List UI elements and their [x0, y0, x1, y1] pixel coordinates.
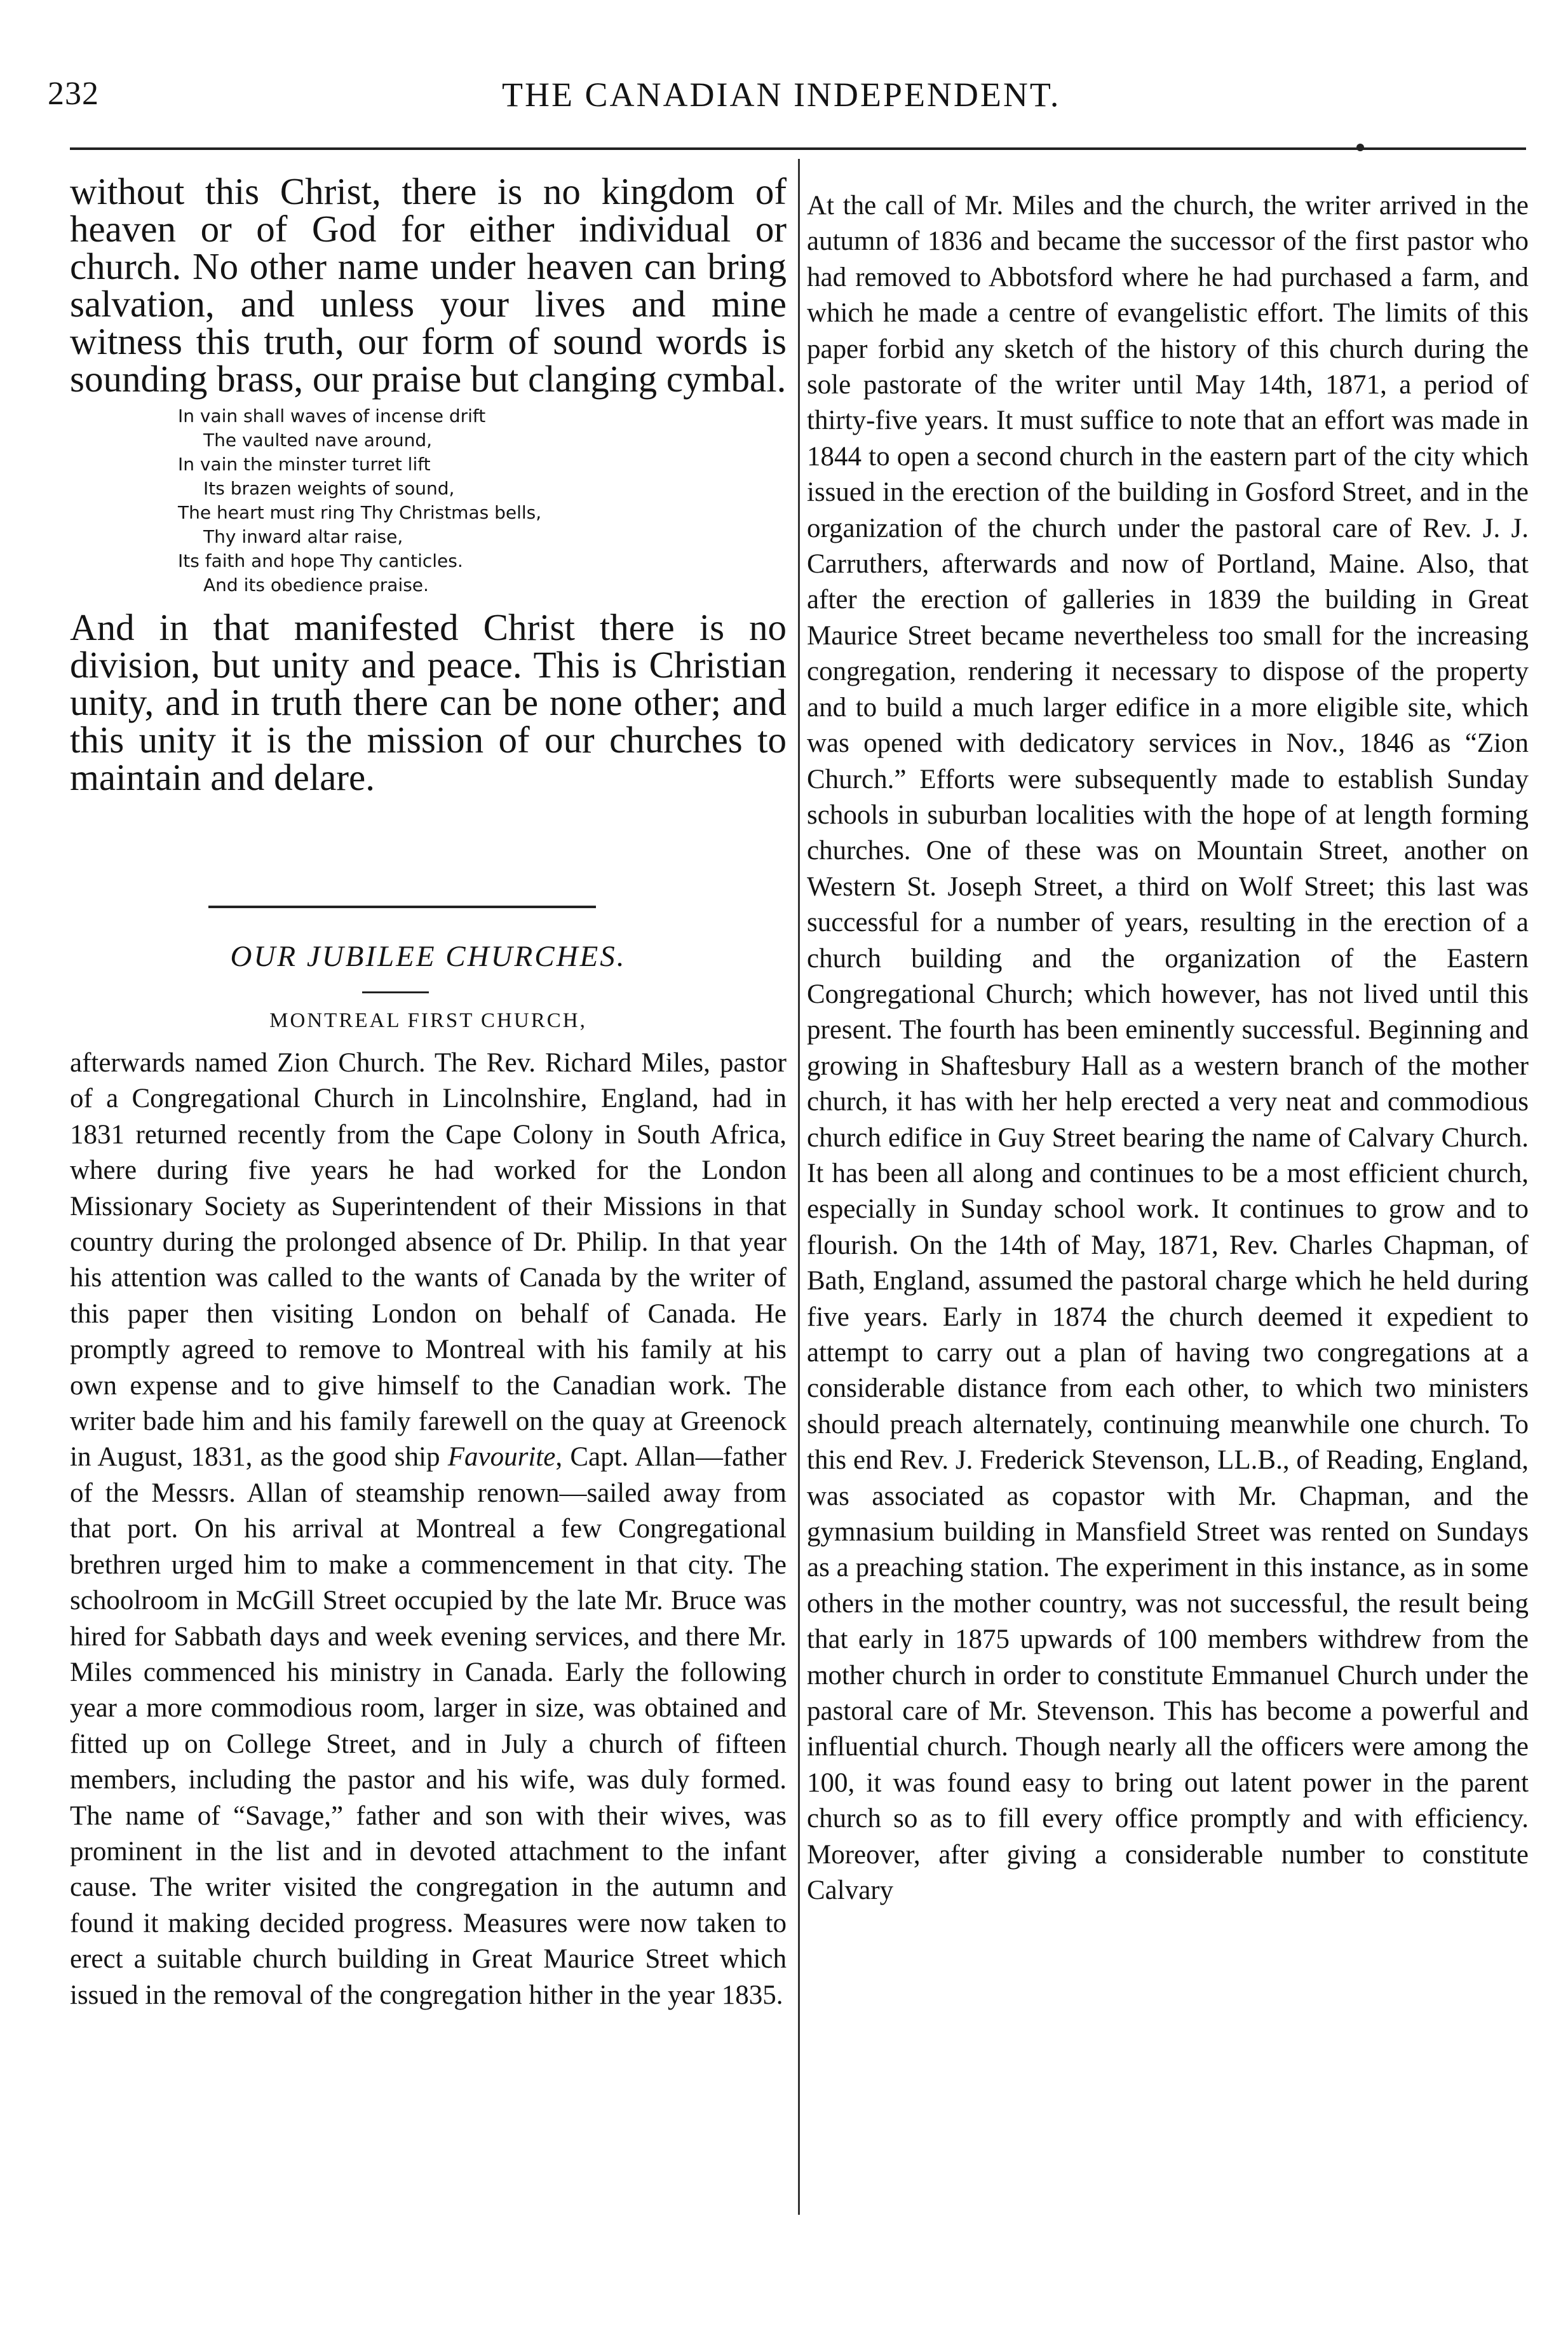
- column-divider: [798, 159, 800, 2215]
- opening-paragraph: without this Christ, there is no kingdom of heaven or of God for either individual or church. No other name under heaven can bring salvation, and unless your lives and mine witness this truth, our form of sound words is sounding brass, our praise but clanging cymbal.: [70, 170, 787, 400]
- journal-title: THE CANADIAN INDEPENDENT.: [502, 76, 1061, 114]
- section-rule: [208, 906, 596, 908]
- article-text: , Capt. Allan—father of the Messrs. Allan of steamship renown—sailed away from that port. On his arrival at Montreal a few Congregational brethren urged him to make a commencement in that city. The schoolroom in McGill Street occupied by the late Mr. Bruce was hired for Sabbath days and week evening services, and there Mr. Miles commenced his ministry in Canada. Early the following year a more commodious room, larger in size, was obtained and fitted up on College Street, and in July a church of fifteen members, including the pastor and his wife, was duly formed. The name of “Savage,” father and son with their wives, was prominent in the list and in devoted attachment to the infant cause. The writer visited the congregation in the autumn and found it making decided progress. Measures were now taken to erect a suitable church building in Great Maurice Street which issued in the removal of the congregation hither in the year 1835.: [70, 1442, 787, 2010]
- poem-line: In vain shall waves of incense drift: [178, 405, 486, 426]
- poem-line: And its obedience praise.: [203, 575, 429, 595]
- poem-line: In vain the minster turret lift: [178, 454, 431, 475]
- left-column: [70, 170, 787, 798]
- poem: [70, 404, 787, 597]
- right-column: [807, 188, 1529, 1909]
- page-number: 232: [48, 76, 99, 112]
- section-title: OUR JUBILEE CHURCHES.: [230, 940, 626, 973]
- poem-line: The heart must ring Thy Christmas bells,: [178, 502, 542, 523]
- article-body-right: At the call of Mr. Miles and the church, the writer arrived in the autumn of 1836 and became the successor of the first pastor who had removed to Abbotsford where he had purchased a farm, and which he made a centre of evangelistic effort. The limits of this paper forbid any sketch of the history of this church during the sole pastorate of the writer until May 14th, 1871, a period of thirty-five years. It must suffice to note that an effort was made in 1844 to open a second church in the eastern part of the city which issued in the erection of the building in Gosford Street, and in the organization of the church under the pastoral care of Rev. J. J. Carruthers, afterwards and now of Portland, Maine. Also, that after the erection of galleries in 1839 the building in Great Maurice Street became nevertheless too small for the increasing congregation, rendering it necessary to dispose of the property and to build a much larger edifice in a more eligible site, which was opened with dedicatory services in Nov., 1846 as “Zion Church.” Efforts were subsequently made to establish Sunday schools in suburban localities with the hope of at length forming churches. One of these was on Mountain Street, another on Western St. Joseph Street, a third on Wolf Street; this last was successful for a number of years, resulting in the erection of a church building and the organization of the Eastern Congregational Church; which however, has not lived until this present. The fourth has been eminently successful. Beginning and growing in Shaftesbury Hall as a western branch of the mother church, it has with her help erected a very neat and commodious church edifice in Guy Street bearing the name of Calvary Church. It has been all along and continues to be a most efficient church, especially in Sunday school work. It continues to grow and to flourish. On the 14th of May, 1871, Rev. Charles Chapman, of Bath, England, assumed the pastoral charge which he held during five years. Early in 1874 the church deemed it expedient to attempt to carry out a plan of having two congregations at a considerable distance from each other, to which two ministers should preach alternately, continuing meanwhile one church. To this end Rev. J. Frederick Stevenson, LL.B., of Reading, England, was associated as copastor with Mr. Chapman, and the gymnasium building in Mansfield Street was rented on Sundays as a preaching station. The experiment in this instance, as in some others in the mother country, was not successful, the result being that early in 1875 upwards of 100 members withdrew from the mother church in order to constitute Emmanuel Church under the pastoral care of Mr. Stevenson. This has become a powerful and influential church. Though nearly all the officers were among the 100, it was found easy to bring out latent power in the parent church so as to fill every office promptly and with efficiency. Moreover, after giving a considerable number to constitute Calvary: [807, 191, 1529, 1906]
- ship-name: Favourite: [447, 1442, 556, 1472]
- poem-line: Its brazen weights of sound,: [203, 478, 455, 499]
- poem-line: Its faith and hope Thy canticles.: [178, 550, 463, 571]
- article-paragraph: [70, 1045, 787, 2013]
- header-dot-mark: [1356, 144, 1364, 151]
- article-body-left: [70, 1045, 787, 2013]
- header-rule: [70, 147, 1526, 150]
- article-text: afterwards named Zion Church. The Rev. Richard Miles, pastor of a Congregational Church in Lincolnshire, England, had in 1831 returned recently from the Cape Colony in South Africa, where during five years he had worked for the London Missionary Society as Superintendent of their Missions in that country during the prolonged absence of Dr. Philip. In that year his attention was called to the wants of Canada by the writer of this paper then visiting London on behalf of Canada. He promptly agreed to remove to Montreal with his family at his own expense and to give himself to the Canadian work. The writer bade him and his family farewell on the quay at Greenock in August, 1831, as the good ship: [70, 1048, 787, 1472]
- article-subhead: MONTREAL FIRST CHURCH,: [269, 1009, 587, 1032]
- closing-paragraph: And in that manifested Christ there is no division, but unity and peace. This is Christian unity, and in truth there can be none other; and this unity it is the mission of our churches to maintain and delare.: [70, 606, 787, 798]
- poem-line: Thy inward altar raise,: [203, 526, 403, 547]
- short-rule: [362, 991, 429, 993]
- poem-line: The vaulted nave around,: [203, 430, 433, 451]
